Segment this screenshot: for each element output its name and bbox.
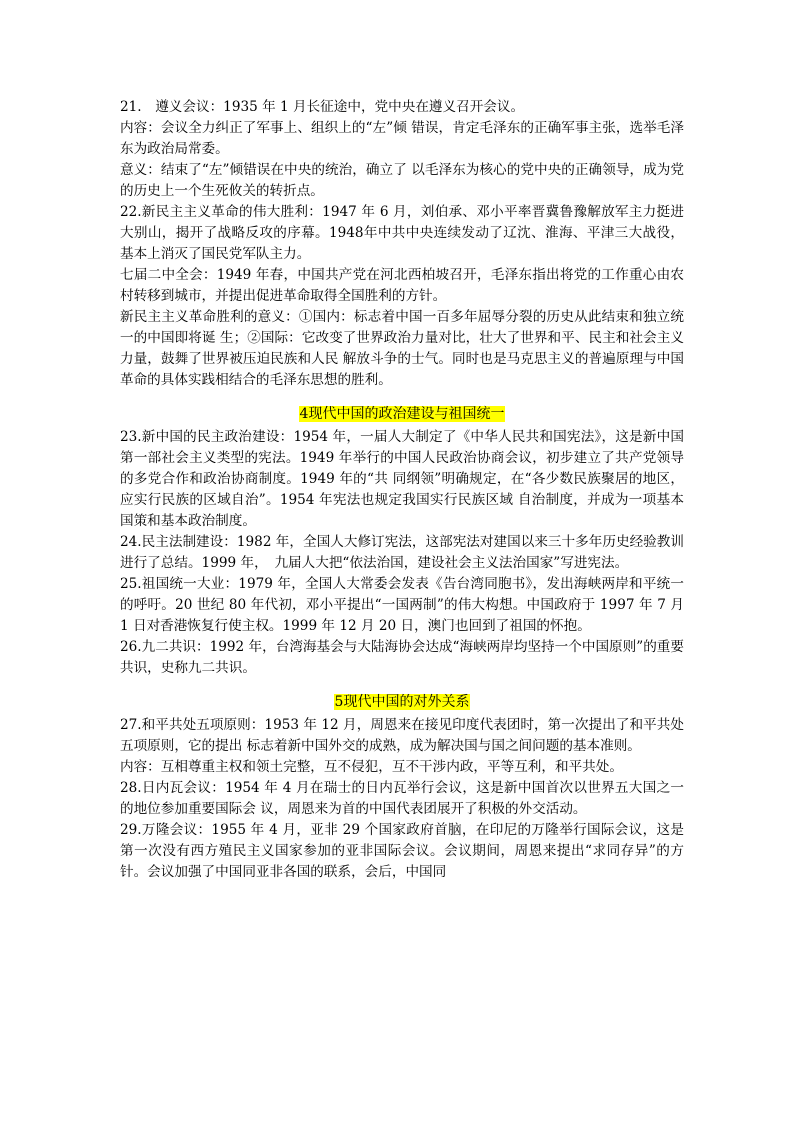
highlighted-heading-text: 4现代中国的政治建设与祖国统一 bbox=[299, 406, 505, 422]
paragraph-bandung-conference: 29.万隆会议：1955 年 4 月，亚非 29 个国家政府首脑，在印尼的万隆举行国际会议，这是第一次没有西方殖民主义国家参加的亚非国际会议。会议期间，周恩来提出“求同存异”的方针。会议加强了中国同亚非各国的联系，会后，中国同 bbox=[120, 822, 684, 880]
paragraph-revolution-victory: 22.新民主主义革命的伟大胜利：1947 年 6 月，刘伯承、邓小平率晋冀鲁豫解放军主力挺进大别山，揭开了战略反攻的序幕。1948年中共中央连续发动了辽沈、淮海、平津三大战役，基本上消灭了国民党军队主力。 bbox=[120, 204, 684, 262]
section-history-events bbox=[120, 97, 684, 391]
paragraph-democratic-politics: 23.新中国的民主政治建设：1954 年，一届人大制定了《中华人民共和国宪法》，这是新中国第一部社会主义类型的宪法。1949 年举行的中国人民政治协商会议，初步建立了共产党领导的多党合作和政治协商制度。1949 年的“共 同纲领”明确规定，在“各少数民族聚居的地区，应实行民族的区域自治”。1954 年宪法也规定我国实行民族区域 自治制度，并成为一项基本国策和基本政治制度。 bbox=[120, 429, 684, 529]
paragraph-geneva-conference: 28.日内瓦会议：1954 年 4 月在瑞士的日内瓦举行会议，这是新中国首次以世界五大国之一的地位参加重要国际会 议，周恩来为首的中国代表团展开了积极的外交活动。 bbox=[120, 780, 684, 817]
paragraph-zunyi-content: 内容：会议全力纠正了军事上、组织上的“左”倾 错误，肯定毛泽东的正确军事主张，选举毛泽东为政治局常委。 bbox=[120, 120, 684, 157]
paragraph-reunification: 25.祖国统一大业：1979 年，全国人大常委会发表《告台湾同胞书》，发出海峡两岸和平统一的呼吁。20 世纪 80 年代初，邓小平提出“一国两制”的伟大构想。中国政府于 1997 年 7 月 1 日对香港恢复行使主权。1999 年 12 月 20 日，澳门也回到了祖国的怀抱。 bbox=[120, 576, 684, 634]
paragraph-legal-system: 24.民主法制建设：1982 年，全国人大修订宪法，这部宪法对建国以来三十多年历史经验教训进行了总结。1999 年， 九届人大把“依法治国，建设社会主义法治国家”写进宪法。 bbox=[120, 534, 684, 571]
paragraph-zunyi-significance: 意义：结束了“左”倾错误在中央的统治，确立了 以毛泽东为核心的党中央的正确领导，成为党的历史上一个生死攸关的转折点。 bbox=[120, 162, 684, 199]
section-foreign-relations bbox=[120, 715, 684, 883]
paragraph-five-principles-content: 内容：互相尊重主权和领土完整，互不侵犯，互不干涉内政，平等互利，和平共处。 bbox=[120, 759, 623, 775]
paragraph-victory-significance: 新民主主义革命胜利的意义：①国内：标志着中国一百多年屈辱分裂的历史从此结束和独立统一的中国即将诞 生；②国际：它改变了世界政治力量对比，壮大了世界和平、民主和社会主义力量，鼓舞了世界被压迫民族和人民 解放斗争的士气。同时也是马克思主义的普遍原理与中国革命的具体实践相结合的毛泽东思想的胜利。 bbox=[120, 309, 684, 388]
paragraph-second-plenum: 七届二中全会：1949 年春，中国共产党在河北西柏坡召开，毛泽东指出将党的工作重心由农村转移到城市，并提出促进革命取得全国胜利的方针。 bbox=[120, 267, 684, 304]
section-political-construction bbox=[120, 427, 684, 679]
paragraph-1992-consensus: 26.九二共识：1992 年，台湾海基会与大陆海协会达成“海峡两岸均坚持一个中国原则”的重要共识，史称九二共识。 bbox=[120, 639, 684, 676]
paragraph-five-principles: 27.和平共处五项原则：1953 年 12 月，周恩来在接见印度代表团时，第一次提出了和平共处五项原则，它的提出 标志着新中国外交的成熟，成为解决国与国之间问题的基本准则。 bbox=[120, 717, 684, 754]
section-heading-political-construction bbox=[120, 404, 684, 425]
paragraph-zunyi-meeting: 21. 遵义会议：1935 年 1 月长征途中，党中央在遵义召开会议。 bbox=[120, 99, 525, 115]
highlighted-heading-text: 5现代中国的对外关系 bbox=[334, 694, 470, 710]
section-heading-foreign-relations bbox=[120, 692, 684, 713]
